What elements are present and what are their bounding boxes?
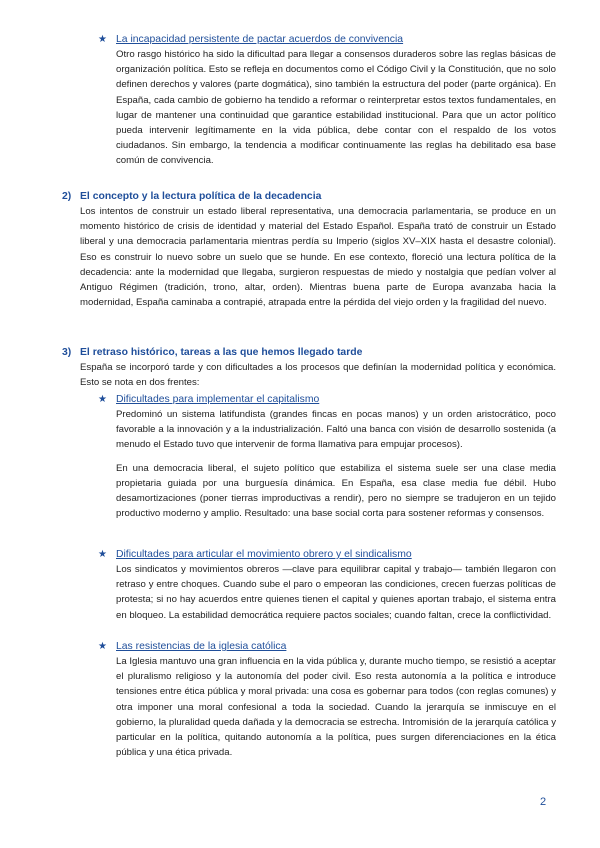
page-number: 2 <box>540 796 547 808</box>
paragraph: Los intentos de construir un estado liberal representativa, una democracia parlamentaria, se produce en un momento histórico de crisis de identidad y material del Estado Español. España trató de construir un Estado liberal y una democracia parlamentaria mientras perdía su Imperio (siglos XV–XIX hasta el desastre colonial). Eso es construir lo nuevo sobre un suelo que se hunde. En ese contexto, floreció una lectura política de la decadencia: ante la modernidad que llegaba, surgieron respuestas de miedo y nostalgia que pedían volver al Antiguo Régimen (tradición, trono, altar, orden). Mientras buena parte de Europa avanzaba hacia la modernidad, España caminaba a contrapié, atrapada entre la pérdida del viejo orden y la fragilidad del nuevo. <box>80 206 556 309</box>
section-number: 2) <box>62 191 72 202</box>
subsection-convivencia <box>116 33 556 169</box>
subsection-title: Las resistencias de la iglesia católica <box>116 641 287 652</box>
star-bullet-icon: ★ <box>98 641 107 652</box>
star-bullet-icon: ★ <box>98 34 107 45</box>
subsection-title: La incapacidad persistente de pactar acuerdos de convivencia <box>116 34 404 45</box>
subsection-title: Dificultades para articular el movimiento obrero y el sindicalismo <box>116 549 412 560</box>
paragraph: Predominó un sistema latifundista (grandes fincas en pocas manos) y un orden aristocrático, poco favorable a la innovación y a la industrialización. Faltó una banca con visión de desarrollo sostenida (a menudo el Estado tuvo que intervenir de forma llamativa para empujar procesos). <box>116 409 556 451</box>
section-number: 3) <box>62 347 72 358</box>
subsection-iglesia <box>116 640 556 760</box>
paragraph: Otro rasgo histórico ha sido la dificultad para llegar a consensos duraderos sobre las reglas básicas de organización política. Esto se refleja en documentos como el Código Civil y la Constitución, que no solo definen derechos y valores (parte dogmática), sino también la estructura del poder (parte orgánica). En España, cada cambio de gobierno ha tendido a reformar o reinterpretar estos textos fundamentales, en lugar de mantener una continuidad que garantice estabilidad institucional. Para que un actor político pueda intervenir legítimamente en la vida pública, debe contar con el respaldo de los votos ciudadanos. Sin embargo, la tendencia a modificar continuamente las reglas ha debilitado esa base común de convivencia. <box>116 49 556 167</box>
subsection-capitalismo <box>116 393 556 521</box>
section-retraso <box>80 346 556 390</box>
star-bullet-icon: ★ <box>98 549 107 560</box>
paragraph: La Iglesia mantuvo una gran influencia en la vida pública y, durante mucho tiempo, se resistió a aceptar el pluralismo religioso y la autonomía del poder civil. Eso resta autonomía a la política e introduce tensiones entre ética pública y moral privada: una cosa es gobernar para todos (con reglas comunes) y otra imponer una moral confesional a toda la sociedad. Cuando la jerarquía se inmiscuye en el gobierno, la pluralidad queda dañada y la democracia se estrecha. Intromisión de la jerarquía católica y particular en la política, quitando autonomía a la política, pues surgen diferenciaciones en la ética pública y una ética privada. <box>116 656 556 759</box>
section-title: El retraso histórico, tareas a las que hemos llegado tarde <box>80 347 363 358</box>
paragraph: En una democracia liberal, el sujeto político que estabiliza el sistema suele ser una clase media propietaria guiada por una burguesía dinámica. En España, esa clase media fue débil. Hubo desamortizaciones (poner tierras improductivas a rendir), pero no siempre se tradujeron en un tejido productivo moderno y amplio. Resultado: una base social corta para sostener reformas y consensos. <box>116 462 556 520</box>
star-bullet-icon: ★ <box>98 394 107 405</box>
paragraph: España se incorporó tarde y con dificultades a los procesos que definían la modernidad política y económica. Esto se nota en dos frentes: <box>80 362 556 389</box>
subsection-sindicalismo <box>116 548 556 623</box>
subsection-title: Dificultades para implementar el capitalismo <box>116 394 320 405</box>
paragraph: Los sindicatos y movimientos obreros —clave para equilibrar capital y trabajo— también llegaron con retraso y entre choques. Cuando sube el paro o empeoran las condiciones, crecen fuerzas políticas de protesta; si no hay acuerdos entre quienes tienen el capital y quienes aportan trabajo, el sistema entra en bloqueo. La estabilidad democrática requiere pactos sociales; cuando faltan, crece la conflictividad. <box>116 564 556 621</box>
section-decadencia <box>80 190 556 310</box>
section-title: El concepto y la lectura política de la decadencia <box>80 191 322 202</box>
